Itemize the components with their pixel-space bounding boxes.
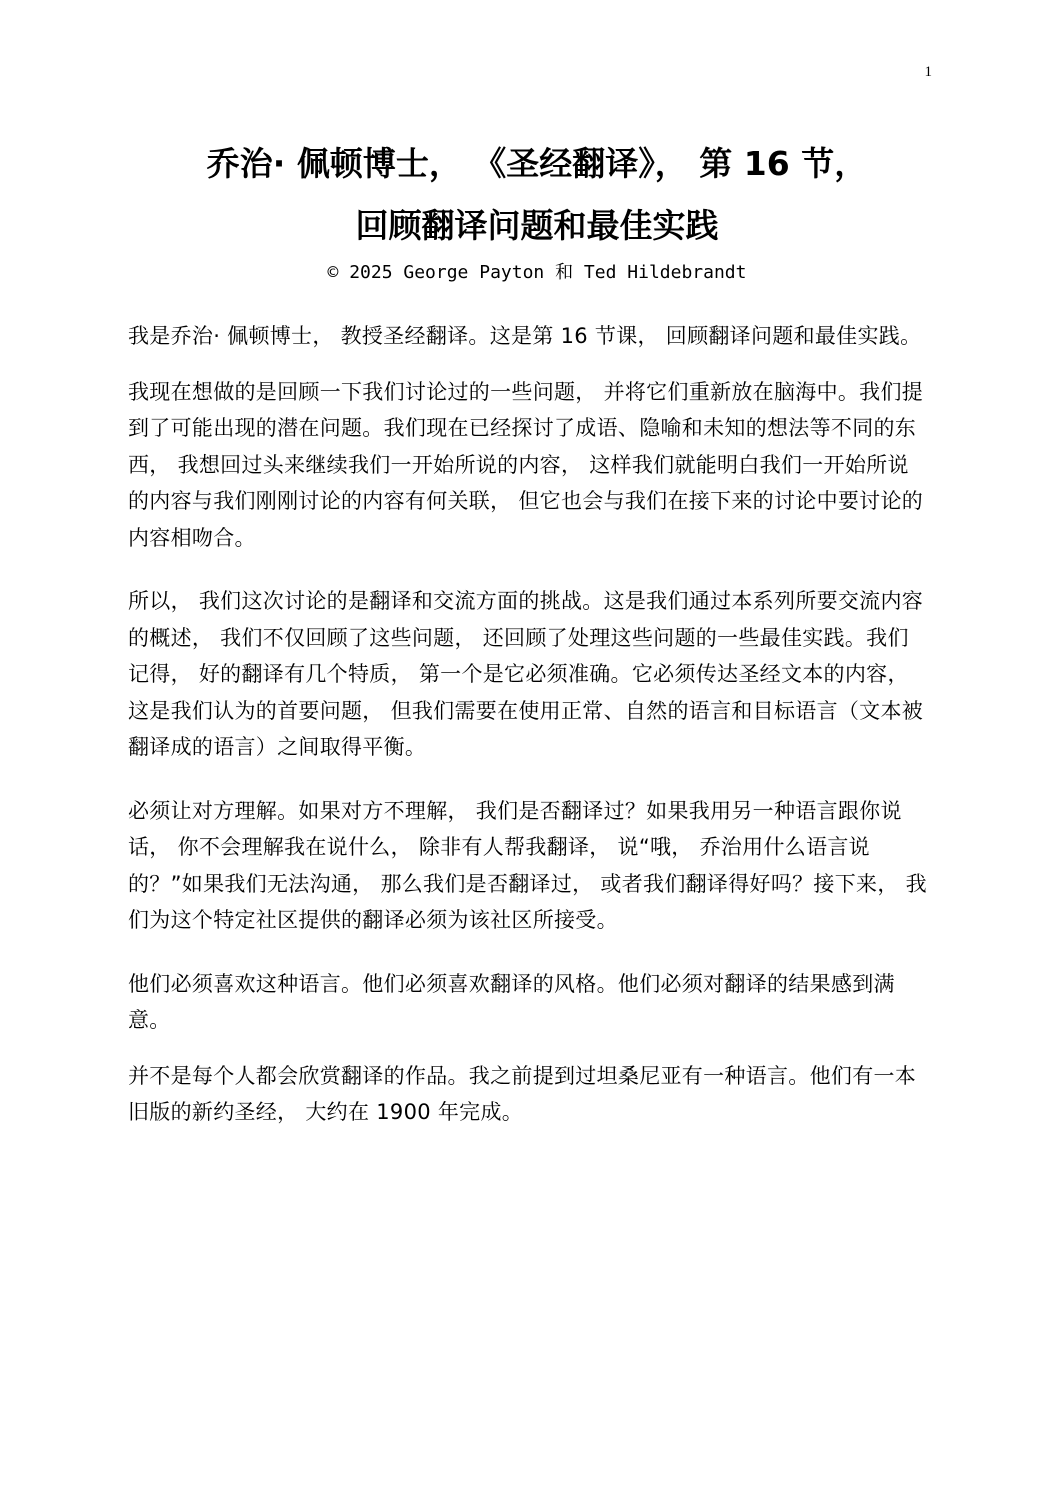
page-number: 1 (924, 64, 932, 80)
document-title-line-2: 回顾翻译问题和最佳实践 (355, 206, 719, 245)
paragraph: 他们必须喜欢这种语言。他们必须喜欢翻译的风格。他们必须对翻译的结果感到满意。 (128, 971, 895, 1032)
paragraph: 我是乔治· 佩顿博士， 教授圣经翻译。这是第 16 节课， 回顾翻译问题和最佳实践。 (128, 324, 922, 348)
paragraph: 并不是每个人都会欣赏翻译的作品。我之前提到过坦桑尼亚有一种语言。他们有一本旧版的新约圣经， 大约在 1900 年完成。 (128, 1063, 917, 1124)
document-title-line-1: 乔治· 佩顿博士， 《圣经翻译》， 第 16 节， (206, 144, 868, 183)
copyright-notice: © 2025 George Payton 和 Ted Hildebrandt (327, 262, 747, 283)
paragraph: 我现在想做的是回顾一下我们讨论过的一些问题， 并将它们重新放在脑海中。我们提到了可能出现的潜在问题。我们现在已经探讨了成语、隐喻和未知的想法等不同的东西， 我想回过头来继续我们一开始所说的内容， 这样我们就能明白我们一开始所说的内容与我们刚刚讨论的内容有何关联， 但它也会与我们在接下来的讨论中要讨论的内容相吻合。 (128, 379, 924, 550)
document-body (128, 318, 928, 1131)
paragraph: 所以， 我们这次讨论的是翻译和交流方面的挑战。这是我们通过本系列所要交流内容的概述， 我们不仅回顾了这些问题， 还回顾了处理这些问题的一些最佳实践。我们记得， 好的翻译有几个特质， 第一个是它必须准确。它必须传达圣经文本的内容， 这是我们认为的首要问题， 但我们需要在使用正常、自然的语言和目标语言（文本被翻译成的语言）之间取得平衡。 (128, 589, 924, 759)
paragraph: 必须让对方理解。如果对方不理解， 我们是否翻译过？如果我用另一种语言跟你说话， 你不会理解我在说什么， 除非有人帮我翻译， 说“哦， 乔治用什么语言说的？”如果我们无法沟通， 那么我们是否翻译过， 或者我们翻译得好吗？接下来， 我们为这个特定社区提供的翻译必须为该社区所接受。 (128, 798, 927, 932)
